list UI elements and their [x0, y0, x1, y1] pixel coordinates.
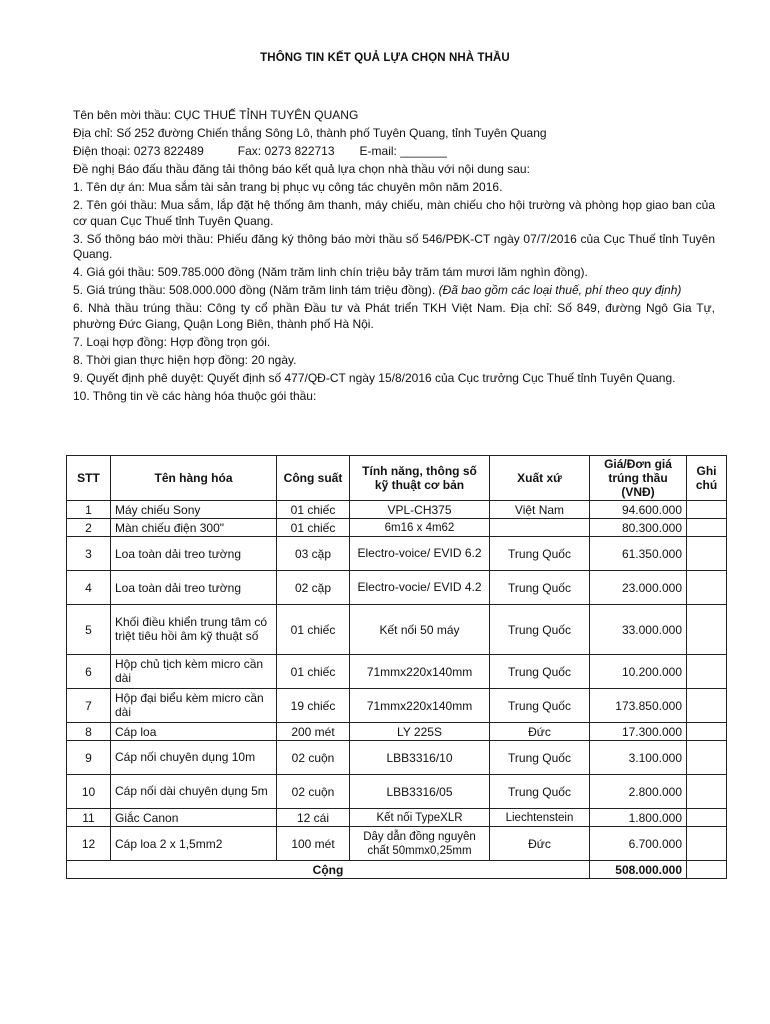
table-row	[67, 605, 727, 655]
cell-capacity: 02 cặp	[277, 571, 350, 605]
cell-capacity: 200 mét	[277, 723, 350, 741]
cell-stt: 7	[67, 689, 111, 723]
cell-note	[687, 537, 727, 571]
cell-capacity: 01 chiếc	[277, 519, 350, 537]
cell-spec: 71mmx220x140mm	[350, 689, 490, 723]
cell-spec: Kết nối TypeXLR	[350, 809, 490, 827]
cell-note	[687, 655, 727, 689]
cell-stt: 2	[67, 519, 111, 537]
cell-name: Màn chiếu điện 300"	[111, 519, 277, 537]
cell-price: 61.350.000	[590, 537, 687, 571]
cell-stt: 6	[67, 655, 111, 689]
cell-origin: Trung Quốc	[490, 571, 590, 605]
cell-spec: VPL-CH375	[350, 501, 490, 519]
cell-origin: Đức	[490, 723, 590, 741]
cell-spec: 71mmx220x140mm	[350, 655, 490, 689]
info-item-7: 7. Loại hợp đồng: Hợp đồng trọn gói.	[73, 334, 271, 349]
total-label: Cộng	[67, 861, 590, 879]
cell-price: 3.100.000	[590, 741, 687, 775]
table-row	[67, 571, 727, 605]
cell-capacity: 01 chiếc	[277, 605, 350, 655]
cell-note	[687, 519, 727, 537]
header-price: Giá/Đơn giá trúng thầu (VNĐ)	[590, 456, 687, 501]
cell-name: Máy chiếu Sony	[111, 501, 277, 519]
info-contact	[73, 144, 715, 160]
info-fax: Fax: 0273 822713	[237, 143, 335, 158]
cell-origin: Trung Quốc	[490, 689, 590, 723]
cell-price: 17.300.000	[590, 723, 687, 741]
cell-capacity: 02 cuộn	[277, 741, 350, 775]
cell-origin: Trung Quốc	[490, 605, 590, 655]
cell-price: 6.700.000	[590, 827, 687, 861]
cell-spec: Electro-vocie/ EVID 4.2	[350, 571, 490, 605]
table-row	[67, 537, 727, 571]
cell-name: Cáp nối dài chuyên dụng 5m	[111, 775, 277, 809]
table-row	[67, 741, 727, 775]
cell-note	[687, 775, 727, 809]
cell-origin	[490, 519, 590, 537]
cell-price: 1.800.000	[590, 809, 687, 827]
info-item-3: 3. Số thông báo mời thầu: Phiếu đăng ký thông báo mời thầu số 546/PĐK-CT ngày 07/7/2016 của Cục Thuế tỉnh Tuyên Quang.	[73, 231, 715, 262]
cell-price: 80.300.000	[590, 519, 687, 537]
cell-origin: Liechtenstein	[490, 809, 590, 827]
cell-price: 33.000.000	[590, 605, 687, 655]
cell-spec: 6m16 x 4m62	[350, 519, 490, 537]
info-item-9: 9. Quyết định phê duyệt: Quyết định số 477/QĐ-CT ngày 15/8/2016 của Cục trưởng Cục Thuế tỉnh Tuyên Quang.	[73, 370, 676, 385]
cell-name: Loa toàn dải treo tường	[111, 571, 277, 605]
cell-spec: LBB3316/10	[350, 741, 490, 775]
info-address: Địa chỉ: Số 252 đường Chiến thắng Sông Lô, thành phố Tuyên Quang, tỉnh Tuyên Quang	[73, 125, 547, 140]
cell-origin: Đức	[490, 827, 590, 861]
header-note: Ghi chú	[687, 456, 727, 501]
cell-spec: Dây dẫn đồng nguyên chất 50mmx0,25mm	[350, 827, 490, 861]
table-row	[67, 655, 727, 689]
cell-spec: Kết nối 50 máy	[350, 605, 490, 655]
cell-price: 173.850.000	[590, 689, 687, 723]
info-item-8: 8. Thời gian thực hiện hợp đồng: 20 ngày.	[73, 352, 297, 367]
table-row	[67, 809, 727, 827]
info-item-10: 10. Thông tin về các hàng hóa thuộc gói thầu:	[73, 388, 317, 403]
cell-origin: Trung Quốc	[490, 655, 590, 689]
cell-capacity: 01 chiếc	[277, 655, 350, 689]
table-total-row	[67, 861, 727, 879]
header-name: Tên hàng hóa	[111, 456, 277, 501]
info-item-1: 1. Tên dự án: Mua sắm tài sản trang bị phục vụ công tác chuyên môn năm 2016.	[73, 179, 503, 194]
info-item-4: 4. Giá gói thầu: 509.785.000 đồng (Năm trăm linh chín triệu bảy trăm tám mươi lăm nghìn đồng).	[73, 265, 588, 280]
cell-name: Hộp chủ tịch kèm micro cần dài	[111, 655, 277, 689]
cell-stt: 4	[67, 571, 111, 605]
cell-stt: 3	[67, 537, 111, 571]
table-row	[67, 501, 727, 519]
info-item-5-text: 5. Giá trúng thầu: 508.000.000 đồng (Năm trăm linh tám triệu đồng).	[73, 283, 436, 298]
cell-origin: Việt Nam	[490, 501, 590, 519]
cell-note	[687, 571, 727, 605]
cell-note	[687, 827, 727, 861]
cell-spec: LY 225S	[350, 723, 490, 741]
table-header-row	[67, 456, 727, 501]
total-note	[687, 861, 727, 879]
cell-note	[687, 689, 727, 723]
table-row	[67, 689, 727, 723]
cell-stt: 10	[67, 775, 111, 809]
cell-name: Cáp loa	[111, 723, 277, 741]
cell-capacity: 12 cái	[277, 809, 350, 827]
cell-note	[687, 741, 727, 775]
cell-capacity: 100 mét	[277, 827, 350, 861]
cell-stt: 9	[67, 741, 111, 775]
cell-stt: 5	[67, 605, 111, 655]
cell-capacity: 19 chiếc	[277, 689, 350, 723]
cell-price: 23.000.000	[590, 571, 687, 605]
page-title: THÔNG TIN KẾT QUẢ LỰA CHỌN NHÀ THẦU	[260, 52, 510, 64]
cell-note	[687, 723, 727, 741]
info-item-5-note: (Đã bao gồm các loại thuế, phí theo quy định)	[438, 283, 682, 298]
cell-capacity: 02 cuộn	[277, 775, 350, 809]
table-row	[67, 723, 727, 741]
cell-origin: Trung Quốc	[490, 775, 590, 809]
info-item-6: 6. Nhà thầu trúng thầu: Công ty cổ phần Đầu tư và Phát triển TKH Việt Nam. Địa chỉ: Số 849, đường Ngô Gia Tự, phường Đức Giang, Quận Long Biên, thành phố Hà Nội.	[73, 301, 715, 331]
cell-capacity: 01 chiếc	[277, 501, 350, 519]
table-row	[67, 827, 727, 861]
header-origin: Xuất xứ	[490, 456, 590, 501]
goods-table	[66, 455, 727, 879]
cell-stt: 11	[67, 809, 111, 827]
cell-note	[687, 501, 727, 519]
table-row	[67, 775, 727, 809]
cell-price: 10.200.000	[590, 655, 687, 689]
cell-origin: Trung Quốc	[490, 537, 590, 571]
table-row	[67, 519, 727, 537]
info-inviter: Tên bên mời thầu: CỤC THUẾ TỈNH TUYÊN QUANG	[73, 108, 359, 122]
cell-note	[687, 809, 727, 827]
cell-spec: LBB3316/05	[350, 775, 490, 809]
cell-note	[687, 605, 727, 655]
info-email: E-mail: _______	[359, 143, 447, 158]
cell-name: Giắc Canon	[111, 809, 277, 827]
cell-name: Hộp đại biểu kèm micro cần dài	[111, 689, 277, 723]
total-value: 508.000.000	[590, 861, 687, 879]
cell-price: 94.600.000	[590, 501, 687, 519]
cell-name: Loa toàn dải treo tường	[111, 537, 277, 571]
cell-capacity: 03 cặp	[277, 537, 350, 571]
cell-name: Cáp nối chuyên dụng 10m	[111, 741, 277, 775]
cell-name: Cáp loa 2 x 1,5mm2	[111, 827, 277, 861]
header-capacity: Công suất	[277, 456, 350, 501]
cell-name: Khối điều khiển trung tâm có triệt tiêu hồi âm kỹ thuật số	[111, 605, 277, 655]
header-stt: STT	[67, 456, 111, 501]
cell-stt: 8	[67, 723, 111, 741]
cell-origin: Trung Quốc	[490, 741, 590, 775]
info-item-5	[73, 283, 715, 299]
info-intro: Đề nghị Báo đấu thầu đăng tải thông báo kết quả lựa chọn nhà thầu với nội dung sau:	[73, 161, 530, 176]
cell-stt: 1	[67, 501, 111, 519]
header-spec: Tính năng, thông số kỹ thuật cơ bản	[350, 456, 490, 501]
cell-price: 2.800.000	[590, 775, 687, 809]
info-item-2: 2. Tên gói thầu: Mua sắm, lắp đặt hệ thống âm thanh, máy chiếu, màn chiếu cho hội trường và phòng họp giao ban của cơ quan Cục Thuế tỉnh Tuyên Quang.	[73, 197, 715, 228]
bid-info	[73, 108, 715, 407]
info-phone: Điện thoại: 0273 822489	[73, 143, 204, 158]
cell-stt: 12	[67, 827, 111, 861]
cell-spec: Electro-voice/ EVID 6.2	[350, 537, 490, 571]
